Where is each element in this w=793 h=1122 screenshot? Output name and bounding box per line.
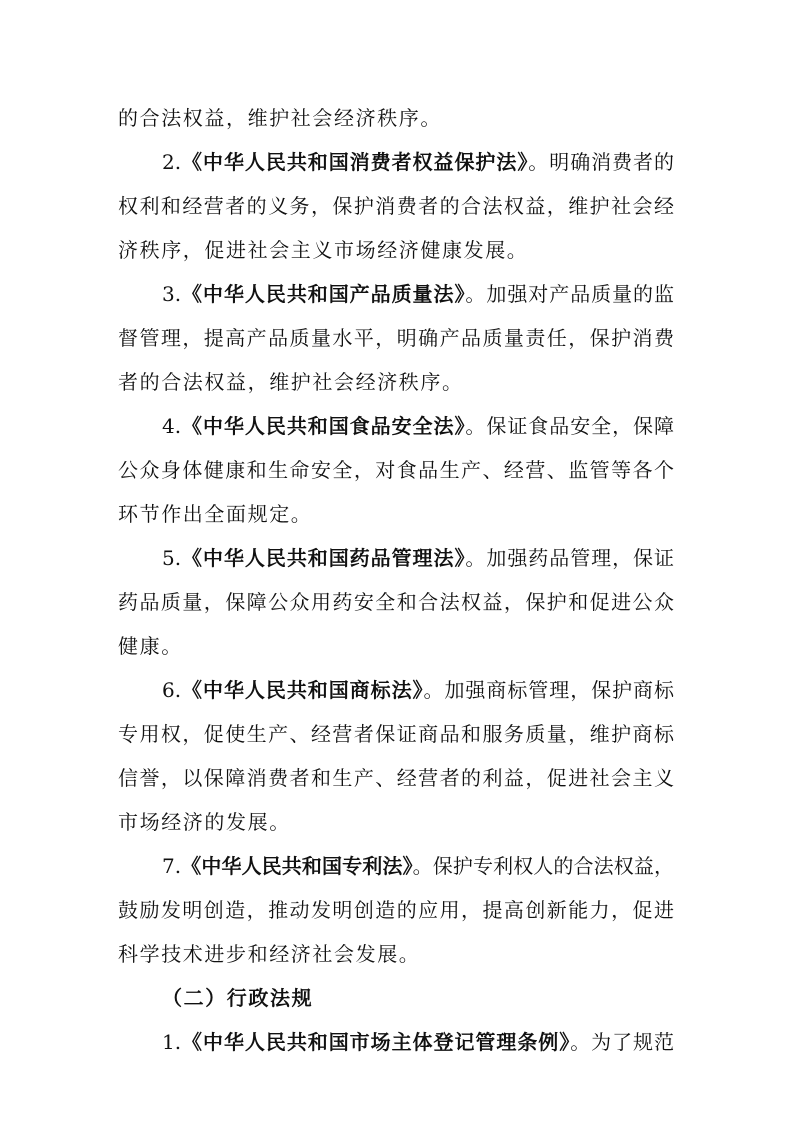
text-segment: 督管理，提高产品质量水平，明确产品质量责任，保护消费 bbox=[118, 326, 674, 350]
regulation-title: 《中华人民共和国市场主体登记管理条例》 bbox=[181, 1030, 571, 1054]
text-segment: 。为了规范 bbox=[570, 1030, 675, 1054]
law-item-4-line-2 bbox=[118, 456, 674, 484]
law-item-4-line-3 bbox=[118, 500, 674, 528]
item-number: 4. bbox=[162, 414, 182, 438]
law-item-2-line-3 bbox=[118, 236, 674, 264]
law-title: 《中华人民共和国消费者权益保护法》 bbox=[181, 150, 529, 174]
item-number: 6. bbox=[162, 678, 182, 702]
law-item-5-line-3 bbox=[118, 632, 674, 660]
text-segment: 药品质量，保障公众用药安全和合法权益，保护和促进公众 bbox=[118, 590, 674, 614]
heading-text: （二）行政法规 bbox=[162, 986, 314, 1010]
text-segment: 。保证食品安全，保障 bbox=[465, 414, 675, 438]
law-item-6-line-4 bbox=[118, 808, 674, 836]
text-segment: 市场经济的发展。 bbox=[118, 810, 291, 834]
text-segment: 科学技术进步和经济社会发展。 bbox=[118, 942, 421, 966]
text-segment: 信誉，以保障消费者和生产、经营者的利益，促进社会主义 bbox=[118, 766, 674, 790]
law-title: 《中华人民共和国商标法》 bbox=[181, 678, 424, 702]
law-title: 《中华人民共和国专利法》 bbox=[181, 854, 413, 878]
law-item-3-line-3 bbox=[118, 368, 674, 396]
text-segment: 者的合法权益，维护社会经济秩序。 bbox=[118, 370, 464, 394]
text-segment: 。保护专利权人的合法权益， bbox=[412, 854, 675, 878]
law-item-5-line-1 bbox=[162, 544, 674, 572]
law-item-7-line-2 bbox=[118, 896, 674, 924]
text-segment: 。加强药品管理，保证 bbox=[465, 546, 675, 570]
text-segment: 济秩序，促进社会主义市场经济健康发展。 bbox=[118, 238, 529, 262]
text-segment: 健康。 bbox=[118, 634, 183, 658]
section-heading bbox=[162, 984, 674, 1012]
item-number: 5. bbox=[162, 546, 182, 570]
law-item-2-line-1 bbox=[162, 148, 674, 176]
text-segment: 。明确消费者的 bbox=[528, 150, 675, 174]
law-item-3-line-1 bbox=[162, 280, 674, 308]
law-item-4-line-1 bbox=[162, 412, 674, 440]
text-segment: 权利和经营者的义务，保护消费者的合法权益，维护社会经 bbox=[118, 194, 674, 218]
item-number: 7. bbox=[162, 854, 182, 878]
text-segment: 。加强对产品质量的监 bbox=[465, 282, 675, 306]
law-title: 《中华人民共和国药品管理法》 bbox=[181, 546, 466, 570]
regulation-item-1-line-1 bbox=[162, 1028, 674, 1056]
text-segment: 专用权，促使生产、经营者保证商品和服务质量，维护商标 bbox=[118, 722, 674, 746]
law-item-3-line-2 bbox=[118, 324, 674, 352]
law-item-6-line-2 bbox=[118, 720, 674, 748]
paragraph-continuation-line bbox=[118, 104, 674, 132]
law-title: 《中华人民共和国食品安全法》 bbox=[181, 414, 466, 438]
law-item-7-line-1 bbox=[162, 852, 674, 880]
law-item-6-line-1 bbox=[162, 676, 674, 704]
text-segment: 。加强商标管理，保护商标 bbox=[423, 678, 675, 702]
text-segment: 公众身体健康和生命安全，对食品生产、经营、监管等各个 bbox=[118, 458, 674, 482]
text-segment: 环节作出全面规定。 bbox=[118, 502, 313, 526]
item-number: 2. bbox=[162, 150, 182, 174]
law-item-6-line-3 bbox=[118, 764, 674, 792]
law-item-2-line-2 bbox=[118, 192, 674, 220]
law-item-5-line-2 bbox=[118, 588, 674, 616]
item-number: 1. bbox=[162, 1030, 182, 1054]
law-item-7-line-3 bbox=[118, 940, 674, 968]
item-number: 3. bbox=[162, 282, 182, 306]
text-segment: 的合法权益，维护社会经济秩序。 bbox=[118, 106, 442, 130]
text-segment: 鼓励发明创造，推动发明创造的应用，提高创新能力，促进 bbox=[118, 898, 674, 922]
law-title: 《中华人民共和国产品质量法》 bbox=[181, 282, 466, 306]
